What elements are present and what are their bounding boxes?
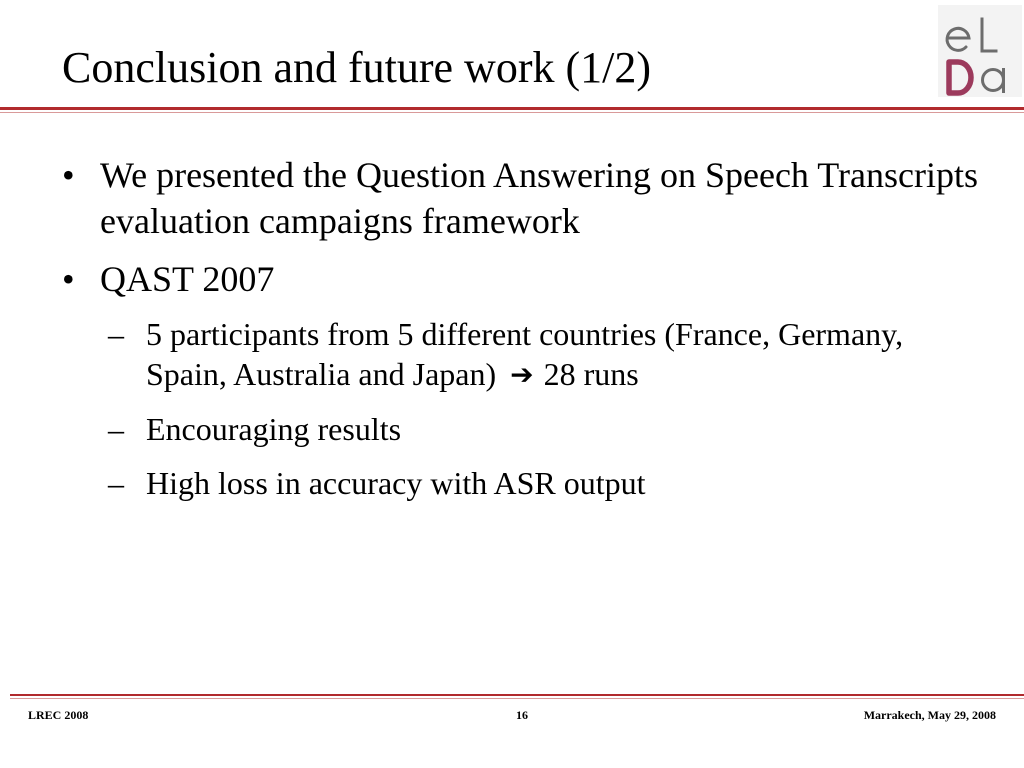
- bullet-text: We presented the Question Answering on Speech Transcripts evaluation campaigns framework: [100, 155, 978, 241]
- footer-divider: [10, 694, 1024, 696]
- footer-conference: LREC 2008: [28, 708, 89, 722]
- elda-logo: [938, 5, 1022, 97]
- slide-title: Conclusion and future work (1/2): [62, 43, 651, 92]
- subbullet-marker: –: [108, 411, 124, 447]
- subbullet-item: [108, 409, 982, 449]
- subbullet-marker: –: [108, 316, 124, 352]
- subbullet-text-after-arrow: 28 runs: [543, 356, 639, 392]
- bullet-marker: •: [62, 259, 75, 299]
- bullet-text: QAST 2007: [100, 259, 275, 299]
- bullet-marker: •: [62, 155, 75, 195]
- footer-divider-shadow: [10, 698, 1024, 699]
- footer-page-number: 16: [516, 708, 528, 722]
- slide-content: [62, 152, 982, 517]
- right-arrow-icon: ➔: [510, 358, 534, 391]
- title-divider-shadow: [0, 112, 1024, 113]
- title-divider: [0, 107, 1024, 110]
- footer-location-date: Marrakech, May 29, 2008: [863, 708, 996, 722]
- subbullet-text: 5 participants from 5 different countries (France, Germany, Spain, Australia and Japan): [146, 316, 904, 392]
- elda-logo-graphic: [938, 5, 1022, 97]
- subbullet-item: [108, 314, 982, 395]
- subbullet-text: Encouraging results: [146, 411, 402, 447]
- subbullet-item: [108, 463, 982, 503]
- bullet-item: [62, 152, 982, 244]
- subbullet-text: High loss in accuracy with ASR output: [146, 465, 646, 501]
- bullet-item: [62, 256, 982, 302]
- subbullet-marker: –: [108, 465, 124, 501]
